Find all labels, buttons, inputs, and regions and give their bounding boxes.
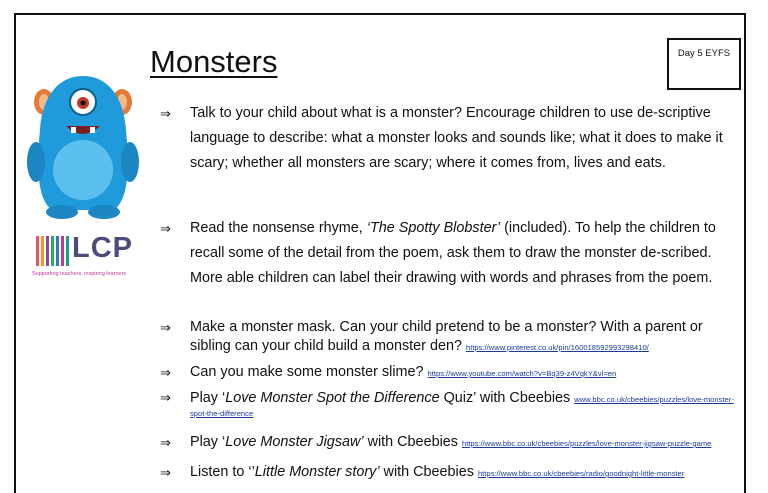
logo-tagline: Supporting teachers, inspiring learners — [32, 271, 127, 277]
monster-left-arm — [27, 142, 45, 182]
list-item: ⇒ Read the nonsense rhyme, ‘The Spotty Blobster’ (included). To help the children to recall some of the detail from the poem, ask them to draw the monster de-scribed. More able children can label their drawing with words and phrases from the poem. — [160, 216, 740, 318]
day-label: Day 5 EYFS — [677, 48, 731, 59]
page-title: Monsters — [150, 44, 278, 79]
jigsaw-link[interactable]: https://www.bbc.co.uk/cbeebies/puzzles/love-monster-jigsaw-puzzle-game — [461, 439, 712, 448]
list-item: ⇒ Play ‘Love Monster Spot the Difference Quiz’ with Cbeebies www.bbc.co.uk/cbeebies/puzzles/love-monster-spot-the-difference — [160, 390, 734, 418]
list-item: ⇒ Listen to ‘’Little Monster story’ with Cbeebies https://www.bbc.co.uk/cbeebies/radio/goodnight-little-monster — [160, 460, 740, 485]
monster-right-arm — [121, 142, 139, 182]
list-item: ⇒ Talk to your child about what is a monster? Encourage children to use de-scriptive language to describe: what a monster looks and sounds like; what it does to make it scary; whether all monsters are scary; where it comes from, lives and eats. — [160, 101, 740, 216]
list-item: ⇒ Can you make some monster slime? https://www.youtube.com/watch?v=Bq39-z4VqkY&vl=en — [160, 360, 740, 391]
arrow-bullet-icon: ⇒ — [160, 320, 171, 335]
arrow-bullet-icon: ⇒ — [160, 390, 171, 405]
arrow-bullet-icon: ⇒ — [160, 435, 171, 450]
monster-left-foot — [46, 205, 78, 219]
arrow-bullet-icon: ⇒ — [160, 365, 171, 380]
monster-right-foot — [88, 205, 120, 219]
day-label-box — [667, 38, 741, 90]
spot-difference-link[interactable]: www.bbc.co.uk/cbeebies/puzzles/love-monster-spot-the-difference — [190, 395, 734, 418]
arrow-bullet-icon: ⇒ — [160, 221, 171, 236]
monster-illustration — [24, 70, 142, 220]
little-monster-story-link[interactable]: https://www.bbc.co.uk/cbeebies/radio/goodnight-little-monster — [477, 469, 685, 478]
list-item: ⇒ Make a monster mask. Can your child pretend to be a monster? With a parent or sibling can your child build a monster den? https://www.pinterest.co.uk/pin/160018592993298410/ — [160, 319, 703, 354]
logo-wordmark: LCP — [72, 232, 133, 264]
list-item: ⇒ Play ‘Love Monster Jigsaw’ with Cbeebies https://www.bbc.co.uk/cbeebies/puzzles/love-monster-jigsaw-puzzle-game — [160, 430, 740, 460]
arrow-bullet-icon: ⇒ — [160, 106, 171, 121]
pinterest-link[interactable]: https://www.pinterest.co.uk/pin/160018592993298410/ — [465, 343, 649, 352]
slime-video-link[interactable]: https://www.youtube.com/watch?v=Bq39-z4VqkY&vl=en — [427, 369, 617, 378]
arrow-bullet-icon: ⇒ — [160, 465, 171, 480]
activity-list — [160, 101, 740, 485]
